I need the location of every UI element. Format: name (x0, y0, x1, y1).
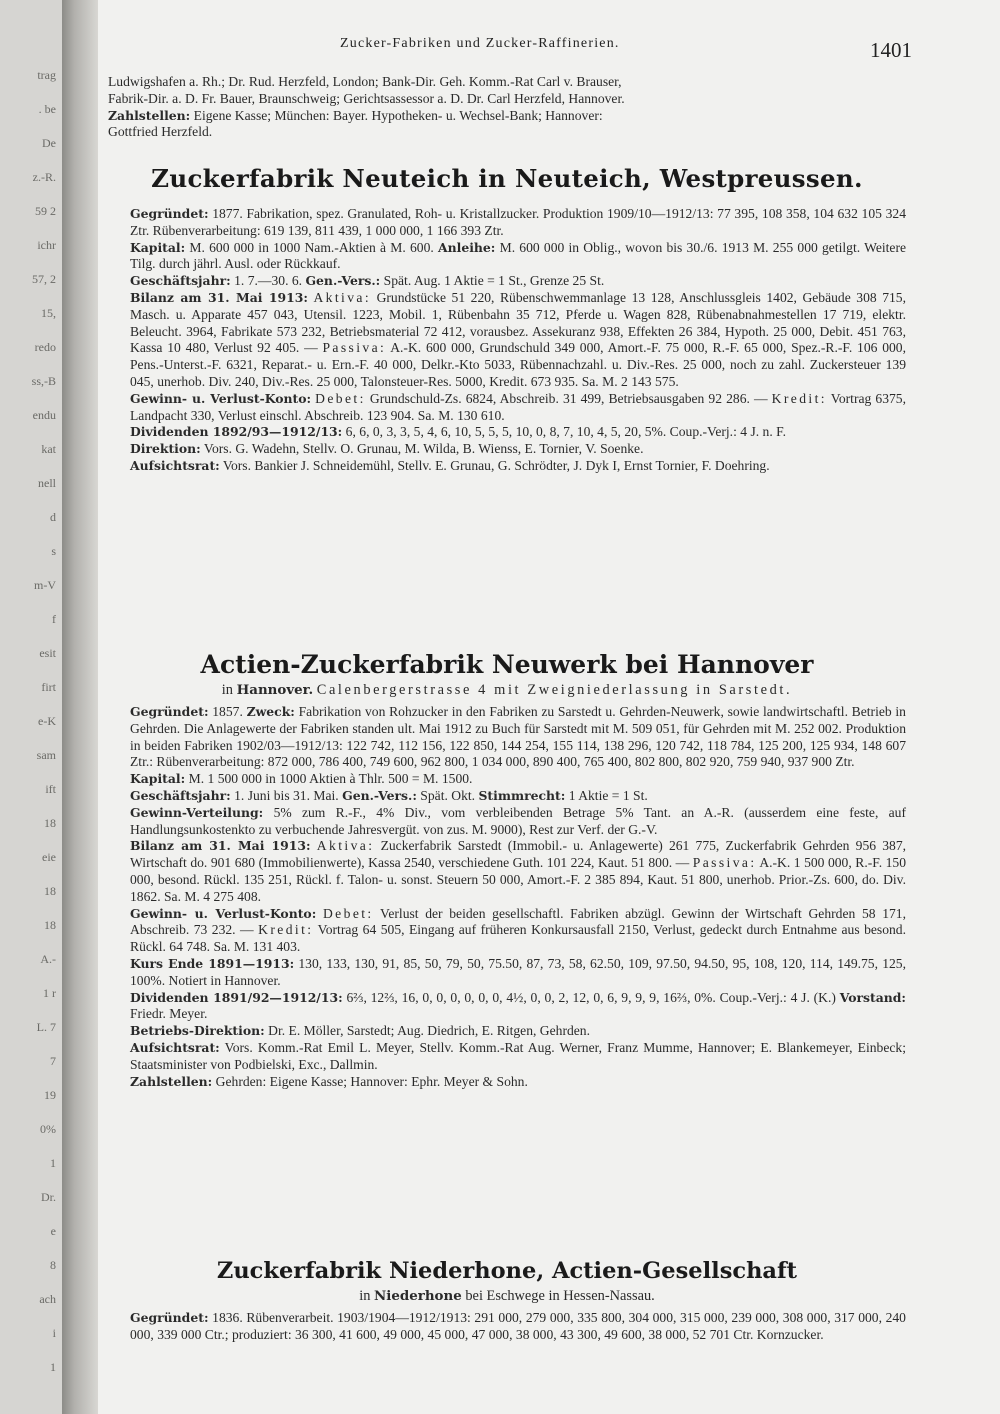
previous-page-fragment: kat (41, 442, 56, 456)
text: 1. Juni bis 31. Mai. (234, 787, 339, 803)
previous-page-fragment: 1 (50, 1156, 56, 1170)
previous-page-fragment: redo (34, 340, 56, 354)
sub-in: in (221, 682, 233, 698)
sub-city: Hannover. (236, 682, 314, 698)
gewinn-verteilung (108, 805, 906, 839)
previous-page-fragment: 18 (44, 816, 56, 830)
text: 1857. (212, 704, 243, 719)
zahlstellen (108, 1074, 906, 1091)
debet-word: Debet: (322, 905, 374, 921)
text: A.-K. 1 500 000, R.-F. 150 000, besond. Rückl. 135 251, Rückl. f. Talon- u. sonst. Steuern 50 000, Amort.-F. 2 385 894, Kaut. 51 800, unerhob. Prior.-Zs. 600, do. Div. 1862. Sa. M. 4 275 408. (130, 855, 907, 904)
text: Grundschuld-Zs. 6824, Abschreib. 31 499, Betriebsausgaben 92 286. — (369, 390, 768, 406)
intro-line: Gottfried Herzfeld. (108, 124, 213, 140)
previous-page-fragment: i (52, 1326, 56, 1340)
label: Gen.-Vers.: (305, 273, 381, 289)
label: Gegründet: (130, 704, 209, 719)
previous-page-fragment: 0% (40, 1122, 56, 1136)
label: Bilanz am 31. Mai 1913: (130, 838, 311, 854)
text: Dr. E. Möller, Sarstedt; Aug. Diedrich, E. Ritgen, Gehrden. (268, 1023, 590, 1039)
kapital (108, 771, 906, 788)
bilanz (108, 290, 906, 391)
gegruendet-zweck (108, 704, 906, 771)
kredit-word: Kredit: (258, 922, 314, 938)
text: Verlust der beiden gesellschaftl. Fabriken abzügl. Gewinn der Wirtschaft Gehrden 58 171, Abschreib. 73 232. — (130, 905, 906, 938)
kredit-word: Kredit: (771, 390, 827, 406)
text: Fabrikation von Rohzucker in den Fabriken zu Sarstedt u. Gehrden-Neuwerk, sowie landwirtschaftl. Betrieb in Gehrden. Die Anlagewerte der Fabriken standen ult. Mai 1912 zu Buch für Sarstedt mit M. 509 051, für Gehrden mit M. 252 002. Produktion in beiden Fabriken 1902/03—1912/13: 122 742, 112 156, 122 850, 144 254, 155 114, 138 296, 120 742, 118 784, 125 200, 125 934, 148 607 Ztr.: Rübenverarbeitung: 872 000, 786 400, 749 600, 962 800, 1 034 000, 890 400, 765 400, 802 800, 802 920, 759 940, 937 900 Ztr. (130, 704, 906, 770)
previous-page-fragment: m-V (34, 578, 56, 592)
previous-page-fragment: ichr (37, 238, 56, 252)
text: 130, 133, 130, 91, 85, 50, 79, 50, 75.50, 87, 73, 58, 62.50, 109, 97.50, 94.50, 95, 108, 120, 114, 149.75, 125, 100%. Notiert in Hannover. (130, 955, 906, 988)
previous-page-fragment: s (51, 544, 56, 558)
gewinn-verlust (108, 906, 906, 956)
previous-page-fragment: A.- (40, 952, 56, 966)
label: Kapital: (130, 771, 186, 787)
previous-page-fragment: ach (39, 1292, 56, 1306)
previous-page-fragment: sam (36, 748, 56, 762)
company-title-niederhone: Zuckerfabrik Niederhone, Actien-Gesellschaft (216, 1258, 798, 1284)
label: Kurs Ende 1891—1913: (130, 955, 295, 971)
dividenden (108, 990, 906, 1024)
passiva-word: Passiva: (322, 340, 387, 356)
text: 6, 6, 0, 3, 3, 5, 4, 6, 10, 5, 5, 5, 10, 0, 8, 7, 10, 4, 5, 20, 5%. Coup.-Verj.: 4 J. n. F. (345, 424, 787, 440)
previous-page-fragment: 18 (44, 918, 56, 932)
label: Zahlstellen: (130, 1073, 213, 1089)
sub-rest: bei Eschwege in Hessen-Nassau. (465, 1288, 655, 1304)
previous-page-fragment: 15, (41, 306, 56, 320)
label: Zahlstellen: (108, 107, 191, 123)
kapital (108, 240, 906, 274)
text: 6⅔, 12⅔, 16, 0, 0, 0, 0, 0, 0, 4½, 0, 0, 2, 12, 0, 6, 9, 9, 9, 16⅔, 0%. Coup.-Verj.: 4 J. (K.) (346, 989, 836, 1005)
intro-block (108, 74, 906, 141)
company-subtitle-neuwerk (108, 682, 906, 699)
label: Betriebs-Direktion: (130, 1023, 265, 1039)
intro-line: Ludwigshafen a. Rh.; Dr. Rud. Herzfeld, London; Bank-Dir. Geh. Komm.-Rat Carl v. Brauser, (108, 74, 622, 89)
betriebs-direktion (108, 1023, 906, 1040)
previous-page-fragment: ss,-B (31, 374, 56, 388)
previous-page-fragment: d (50, 510, 56, 524)
text: Vortrag 64 505, Eingang auf früheren Konkursausfall 2150, Verlust, gedeckt durch Entnahme aus besond. Rückl. 64 748. Sa. M. 131 403. (130, 922, 906, 955)
aktiva-word: Aktiva: (316, 838, 375, 854)
previous-page-fragment: 8 (50, 1258, 56, 1272)
geschaeftsjahr (108, 788, 906, 805)
bilanz (108, 838, 906, 905)
entry-niederhone (108, 1310, 906, 1344)
gewinn-verlust (108, 391, 906, 425)
label: Bilanz am 31. Mai 1913: (130, 289, 308, 305)
text: M. 600 000 in 1000 Nam.-Aktien à M. 600. (189, 239, 434, 255)
text: 1877. Fabrikation, spez. Granulated, Roh- u. Kristallzucker. Produktion 1909/10—1912/13: 77 395, 108 358, 104 632 105 324 Ztr. Rübenverarbeitung: 619 139, 811 439, 1 000 000, 1 166 393 Ztr. (130, 206, 906, 238)
label: Geschäftsjahr: (130, 273, 231, 289)
previous-page-fragment: e-K (38, 714, 56, 728)
text: Vortrag 6375, Landpacht 330, Verlust einschl. Abschreib. 123 904. Sa. M. 130 610. (130, 390, 906, 423)
label: Dividenden 1891/92—1912/13: (130, 989, 343, 1005)
direktion (108, 441, 906, 458)
previous-page-fragment: ift (45, 782, 56, 796)
previous-page-fragment: 19 (44, 1088, 56, 1102)
gegruendet (108, 1310, 906, 1344)
previous-page-fragment: L. 7 (36, 1020, 56, 1034)
text: Vors. Bankier J. Schneidemühl, Stellv. E. Grunau, G. Schrödter, J. Dyk I, Ernst Tornier, F. Doehring. (222, 457, 770, 473)
text: Spät. Okt. (420, 787, 476, 803)
previous-page-fragment: nell (38, 476, 56, 490)
entry-neuteich (108, 206, 906, 475)
label: Aufsichtsrat: (130, 457, 220, 473)
label: Vorstand: (839, 989, 906, 1005)
text: 1 Aktie = 1 St. (568, 787, 648, 803)
text: 1. 7.—30. 6. (234, 273, 303, 289)
previous-page-fragment: endu (32, 408, 56, 422)
text: Eigene Kasse; München: Bayer. Hypotheken- u. Wechsel-Bank; Hannover: (193, 107, 603, 123)
aufsichtsrat (108, 458, 906, 475)
intro-line: Fabrik-Dir. a. D. Fr. Bauer, Braunschweig; Gerichtsassessor a. D. Dr. Carl Herzfeld, Hannover. (108, 90, 625, 106)
text: M. 600 000 in Oblig., wovon bis 30./6. 1913 M. 255 000 getilgt. Weitere Tilg. durch jährl. Ausl. oder Rückkauf. (130, 239, 907, 272)
previous-page-fragment: firt (41, 680, 56, 694)
company-title-neuwerk: Actien-Zuckerfabrik Neuwerk bei Hannover (200, 650, 814, 679)
dividenden (108, 424, 906, 441)
label: Aufsichtsrat: (130, 1039, 220, 1055)
label: Gewinn- u. Verlust-Konto: (130, 390, 312, 406)
label: Direktion: (130, 441, 201, 457)
previous-page-fragment: esit (39, 646, 56, 660)
text: Spät. Aug. 1 Aktie = 1 St., Grenze 25 St. (383, 273, 605, 289)
label: Geschäftsjahr: (130, 787, 231, 803)
running-header: Zucker-Fabriken und Zucker-Raffinerien. (340, 36, 620, 51)
text: A.-K. 600 000, Grundschuld 349 000, Amort.-F. 75 000, R.-F. 65 000, Spez.-R.-F. 106 000, Pens.-Unterst.-F. 6321, Reparat.- u. Ern.-F. 40 000, Delkr.-Kto 5033, Rübennachzahl. u. Div.-Res. 25 000, noch zu zahl. Zuckersteuer 139 045, unerhob. Div. 240, Div.-Res. 25 000, Talonsteuer-Res. 5000, Kredit. 673 935. Sa. M. 2 143 575. (130, 340, 906, 389)
previous-page-fragment: z.-R. (32, 170, 56, 184)
label: Anleihe: (438, 239, 496, 255)
previous-page-fragment: f (52, 612, 56, 626)
text: Friedr. Meyer. (130, 1006, 208, 1022)
geschaeftsjahr (108, 273, 906, 290)
text: Grundstücke 51 220, Rübenschwemmanlage 13 128, Anschlussgleis 1402, Gebäude 308 715, Masch. u. Apparate 457 043, Utensil. 1223, Mobil. 1, Rübenbahn 35 712, Pferde u. Wagen 828, Rübenabnahmestellen 17 719, elektr. Beleucht. 3964, Fabrikate 573 232, Betriebsmaterial 72 412, vorausbez. Assekuranz 938, Effekten 26 384, Hypoth. 25 000, Debit. 451 763, Kassa 10 480, Verlust 92 405. — (130, 289, 906, 356)
sub-rest: Calenbergerstrasse 4 mit Zweigniederlassung in Sarstedt. (316, 682, 793, 698)
previous-page-fragment: e (50, 1224, 56, 1238)
previous-page-fragment: 57, 2 (32, 272, 56, 286)
text: Vors. G. Wadehn, Stellv. O. Grunau, M. Wilda, B. Wienss, E. Tornier, V. Soenke. (203, 441, 644, 457)
passiva-word: Passiva: (692, 855, 757, 871)
text: 1836. Rübenverarbeit. 1903/1904—1912/1913: 291 000, 279 000, 335 800, 304 000, 315 000, 239 000, 308 000, 317 000, 240 000, 339 000 Ctr.; produziert: 36 300, 41 600, 49 000, 45 000, 47 000, 38 000, 43 300, 49 600, 38 000, 52 701 Ctr. Kornzucker. (130, 1310, 906, 1342)
previous-page-fragment: . be (38, 102, 56, 116)
aktiva-word: Aktiva: (313, 289, 372, 305)
previous-page-fragment: 1 r (43, 986, 56, 1000)
sub-in: in (359, 1288, 371, 1304)
previous-page-fragment: eie (42, 850, 56, 864)
label: Gegründet: (130, 1310, 209, 1325)
text: Zuckerfabrik Sarstedt (Immobil.- u. Anlagewerte) 261 775, Zuckerfabrik Gehrden 956 387, Wirtschaft do. 901 680 (Immobilienwerte), Kassa 2540, verschiedene Guth. 101 224, Kaut. 51 800. — (130, 838, 907, 871)
previous-page-fragment: 18 (44, 884, 56, 898)
entry-neuwerk (108, 704, 906, 1090)
label: Gegründet: (130, 206, 209, 221)
gegruendet (108, 206, 906, 240)
label: Stimmrecht: (478, 787, 566, 803)
kurs (108, 956, 906, 990)
label: Gewinn-Verteilung: (130, 804, 264, 820)
previous-page-fragment: 59 2 (35, 204, 56, 218)
label: Kapital: (130, 239, 186, 255)
previous-page-fragment: Dr. (41, 1190, 56, 1204)
text: Gehrden: Eigene Kasse; Hannover: Ephr. Meyer & Sohn. (215, 1073, 528, 1089)
previous-page-fragment: 7 (50, 1054, 56, 1068)
text: Vors. Komm.-Rat Emil L. Meyer, Stellv. Komm.-Rat Aug. Werner, Franz Mumme, Hannover; E. Blankemeyer, Einbeck; Staatsminister von Podbielski, Exc., Dallmin. (130, 1039, 906, 1072)
book-gutter (62, 0, 98, 1414)
company-title-neuteich: Zuckerfabrik Neuteich in Neuteich, Westpreussen. (151, 164, 863, 193)
text: M. 1 500 000 in 1000 Aktien à Thlr. 500 = M. 1500. (188, 771, 473, 787)
aufsichtsrat (108, 1040, 906, 1074)
previous-page-fragment: trag (37, 68, 56, 82)
sub-city: Niederhone (374, 1288, 462, 1304)
debet-word: Debet: (315, 390, 366, 406)
label: Zweck: (246, 704, 295, 719)
label: Gewinn- u. Verlust-Konto: (130, 905, 317, 921)
previous-page-edge (0, 0, 62, 1414)
intro-zahlstellen (108, 108, 906, 125)
text: 5% zum R.-F., 4% Div., vom verbleibenden Betrage 5% Tant. an A.-R. (ausserdem eine feste, auf Handlungsunkostenkto zu verbuchende Jahresvergüt. von zus. M. 9000), Rest zur Verf. der G.-V. (130, 804, 906, 837)
previous-page-fragment: 1 (50, 1360, 56, 1374)
label: Gen.-Vers.: (342, 787, 417, 803)
label: Dividenden 1892/93—1912/13: (130, 424, 343, 440)
company-subtitle-niederhone (108, 1288, 906, 1305)
page-number: 1401 (870, 38, 912, 62)
previous-page-fragment: De (42, 136, 56, 150)
